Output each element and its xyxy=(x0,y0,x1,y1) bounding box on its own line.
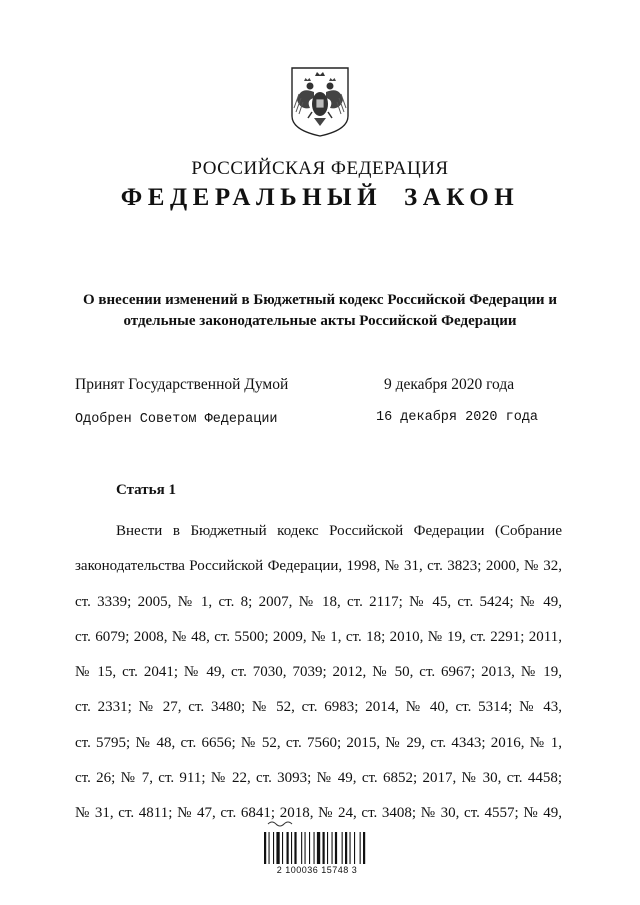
article-heading: Статья 1 xyxy=(116,482,176,498)
article-body xyxy=(75,514,562,832)
body-line: ст. 5795; № 48, ст. 6656; № 52, ст. 7560; 2015, № 29, ст. 4343; 2016, № 1, xyxy=(75,734,562,751)
body-line: ст. 6079; 2008, № 48, ст. 5500; 2009, № 1, ст. 18; 2010, № 19, ст. 2291; 2011, xyxy=(75,628,562,645)
duma-adoption-label: Принят Государственной Думой xyxy=(75,376,289,393)
council-approval-label: Одобрен Советом Федерации xyxy=(75,412,278,427)
law-title xyxy=(60,290,580,332)
body-line: ст. 2331; № 27, ст. 3480; № 52, ст. 6983; 2014, № 40, ст. 5314; № 43, xyxy=(75,699,562,716)
body-line: законодательства Российской Федерации, 1998, № 31, ст. 3823; 2000, № 32, xyxy=(75,558,562,575)
document-type-word: ЗАКОН xyxy=(404,184,520,211)
law-title-line: О внесении изменений в Бюджетный кодекс Российской Федерации и xyxy=(83,292,557,308)
body-line: ст. 3339; 2005, № 1, ст. 8; 2007, № 18, ст. 2117; № 45, ст. 5424; № 49, xyxy=(75,593,562,610)
country-name: РОССИЙСКАЯ ФЕДЕРАЦИЯ xyxy=(191,158,449,179)
duma-adoption-date: 9 декабря 2020 года xyxy=(384,376,515,393)
council-approval-date: 16 декабря 2020 года xyxy=(376,410,539,425)
document-type-word: ФЕДЕРАЛЬНЫЙ xyxy=(120,184,383,211)
body-line: № 31, ст. 4811; № 47, ст. 6841; 2018, № 24, ст. 3408; № 30, ст. 4557; № 49, xyxy=(75,805,562,822)
body-line: Внести в Бюджетный кодекс Российской Федерации (Собрание xyxy=(116,523,562,539)
barcode-number: 2 100036 15748 3 xyxy=(276,865,358,875)
coat-of-arms-icon xyxy=(288,64,352,138)
body-line: ст. 26; № 7, ст. 911; № 22, ст. 3093; № 49, ст. 6852; 2017, № 30, ст. 4458; xyxy=(75,770,562,787)
body-line: № 15, ст. 2041; № 49, ст. 7030, 7039; 2012, № 50, ст. 6967; 2013, № 19, xyxy=(75,664,562,681)
document-type xyxy=(0,184,640,212)
law-title-line: отдельные законодательные акты Российской Федерации xyxy=(123,313,517,329)
